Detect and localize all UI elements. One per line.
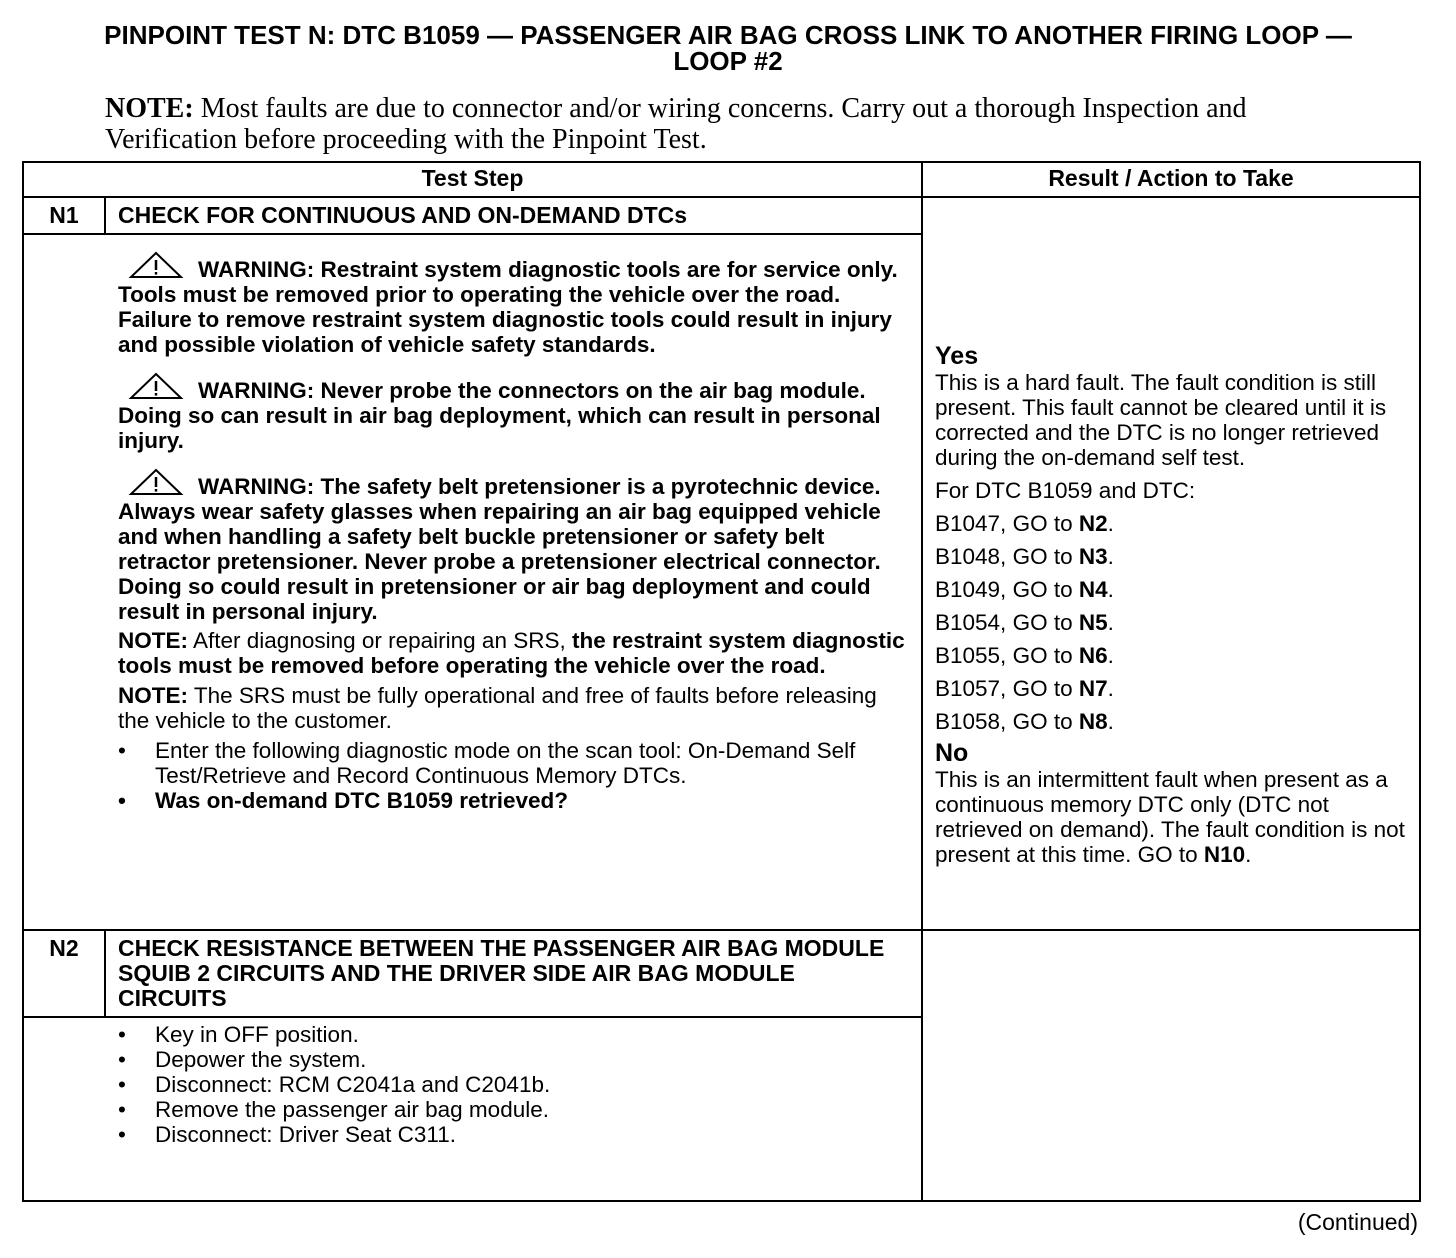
- warning-1: [118, 250, 908, 357]
- n2-heading-rule: [22, 1016, 922, 1018]
- goto-step-link[interactable]: N6: [1078, 643, 1108, 668]
- page-title-line-1: PINPOINT TEST N: DTC B1059 — PASSENGER AIR BAG CROSS LINK TO ANOTHER FIRING LOOP —: [104, 20, 1352, 50]
- goto-code: B1048, GO to: [935, 544, 1073, 569]
- warning-2: [118, 371, 908, 453]
- list-item: • Disconnect: Driver Seat C311.: [118, 1122, 908, 1147]
- column-divider: [921, 161, 923, 1202]
- goto-line: [935, 643, 1417, 668]
- note-srs-operational-text: The SRS must be fully operational and free of faults before releasing the vehicle to the customer.: [118, 683, 877, 733]
- list-item: • Depower the system.: [118, 1047, 908, 1072]
- n1-heading-rule: [22, 233, 922, 235]
- result-for-dtc: For DTC B1059 and DTC:: [935, 478, 1196, 503]
- goto-line: [935, 709, 1417, 734]
- goto-code: B1057, GO to: [935, 676, 1073, 701]
- note-srs-operational-label: NOTE:: [118, 683, 188, 708]
- warning-triangle-icon: [128, 250, 184, 280]
- result-yes-text: This is a hard fault. The fault condition is still present. This fault cannot be cleared until it is corrected and the DTC is no longer retrieved during the on-demand self test.: [935, 370, 1387, 470]
- warning-2-text: WARNING: Never probe the connectors on the air bag module. Doing so can result in air bag deployment, which can result in personal injury.: [118, 378, 881, 453]
- goto-step-link[interactable]: N3: [1078, 544, 1108, 569]
- list-item: • Key in OFF position.: [118, 1022, 908, 1047]
- warning-3-text: WARNING: The safety belt pretensioner is a pyrotechnic device. Always wear safety glasses when repairing an air bag equipped vehicle and when handling a safety belt buckle pretensioner or safety belt retractor pretensioner. Never probe a pretensioner electrical connector. Doing so could result in pretensioner or air bag deployment and could result in personal injury.: [118, 474, 881, 624]
- result-no-label: No: [935, 739, 969, 767]
- step-id-n2: N2: [49, 935, 79, 961]
- n2-bullet-list: [118, 1022, 908, 1147]
- goto-step-link[interactable]: N4: [1078, 577, 1108, 602]
- page-title: [0, 22, 1456, 74]
- goto-step-link[interactable]: N5: [1078, 610, 1108, 635]
- goto-end: .: [1107, 544, 1114, 569]
- top-note-text: Most faults are due to connector and/or wiring concerns. Carry out a thorough Inspection and Verification before proceeding with the Pinpoint Test.: [105, 93, 1247, 155]
- goto-code: B1054, GO to: [935, 610, 1073, 635]
- warning-triangle-icon: [128, 371, 184, 401]
- goto-line: [935, 610, 1417, 635]
- goto-line: [935, 511, 1417, 536]
- top-note-label: NOTE:: [105, 93, 194, 124]
- warning-1-text: WARNING: Restraint system diagnostic tools are for service only. Tools must be removed prior to operating the vehicle over the road. Failure to remove restraint system diagnostic tools could result in injury and possible violation of vehicle safety standards.: [118, 257, 898, 357]
- goto-step-link[interactable]: N10: [1203, 842, 1246, 867]
- goto-code: B1055, GO to: [935, 643, 1073, 668]
- note-srs-operational: [118, 683, 908, 733]
- note-srs-tools-text: After diagnosing or repairing an SRS,: [193, 628, 566, 653]
- goto-end: .: [1107, 709, 1114, 734]
- goto-end: .: [1107, 511, 1114, 536]
- n1-bullet-list: [118, 738, 908, 813]
- result-n1: [935, 343, 1417, 867]
- step-body-n1: [118, 250, 908, 813]
- warning-3: [118, 467, 908, 624]
- goto-step-link[interactable]: N7: [1078, 676, 1108, 701]
- goto-step-link[interactable]: N2: [1078, 511, 1108, 536]
- result-no-text: [935, 767, 1417, 867]
- list-item: • Enter the following diagnostic mode on the scan tool: On-Demand Self Test/Retrieve and Record Continuous Memory DTCs.: [118, 738, 908, 788]
- note-srs-tools: [118, 628, 908, 678]
- goto-end: .: [1107, 676, 1114, 701]
- page-title-line-2: LOOP #2: [673, 46, 783, 76]
- goto-line: [935, 544, 1417, 569]
- header-rule: [22, 196, 1421, 198]
- continued-label: (Continued): [1297, 1209, 1418, 1235]
- goto-line: [935, 676, 1417, 701]
- header-test-step: Test Step: [421, 165, 524, 191]
- n2-id-divider: [104, 929, 106, 1017]
- top-note: [105, 93, 1255, 155]
- goto-end: .: [1107, 577, 1114, 602]
- list-item: • Remove the passenger air bag module.: [118, 1097, 908, 1122]
- goto-step-link[interactable]: N8: [1078, 709, 1108, 734]
- n1-id-divider: [104, 196, 106, 234]
- step-heading-n2: CHECK RESISTANCE BETWEEN THE PASSENGER AIR BAG MODULE SQUIB 2 CIRCUITS AND THE DRIVER SIDE AIR BAG MODULE CIRCUITS: [118, 935, 885, 1011]
- result-no-body: This is an intermittent fault when present as a continuous memory DTC only (DTC not retrieved on demand). The fault condition is not present at this time. GO to: [935, 767, 1405, 867]
- step-id-n1: N1: [49, 202, 79, 228]
- list-item: • Disconnect: RCM C2041a and C2041b.: [118, 1072, 908, 1097]
- note-srs-tools-bold: the restraint system diagnostic tools must be removed before operating the vehicle over the road.: [118, 628, 905, 678]
- goto-end: .: [1107, 643, 1114, 668]
- note-srs-tools-label: NOTE:: [118, 628, 188, 653]
- goto-code: B1049, GO to: [935, 577, 1073, 602]
- step-heading-n1: CHECK FOR CONTINUOUS AND ON-DEMAND DTCs: [118, 202, 688, 228]
- step-body-n2: [118, 1022, 908, 1147]
- goto-code: B1058, GO to: [935, 709, 1073, 734]
- result-yes-label: Yes: [935, 342, 979, 370]
- goto-end: .: [1245, 842, 1252, 867]
- list-item: • Was on-demand DTC B1059 retrieved?: [118, 788, 908, 813]
- header-result-action: Result / Action to Take: [1048, 165, 1294, 191]
- goto-line: [935, 577, 1417, 602]
- n1-n2-rule: [22, 929, 1421, 931]
- goto-code: B1047, GO to: [935, 511, 1073, 536]
- warning-triangle-icon: [128, 467, 184, 497]
- goto-end: .: [1107, 610, 1114, 635]
